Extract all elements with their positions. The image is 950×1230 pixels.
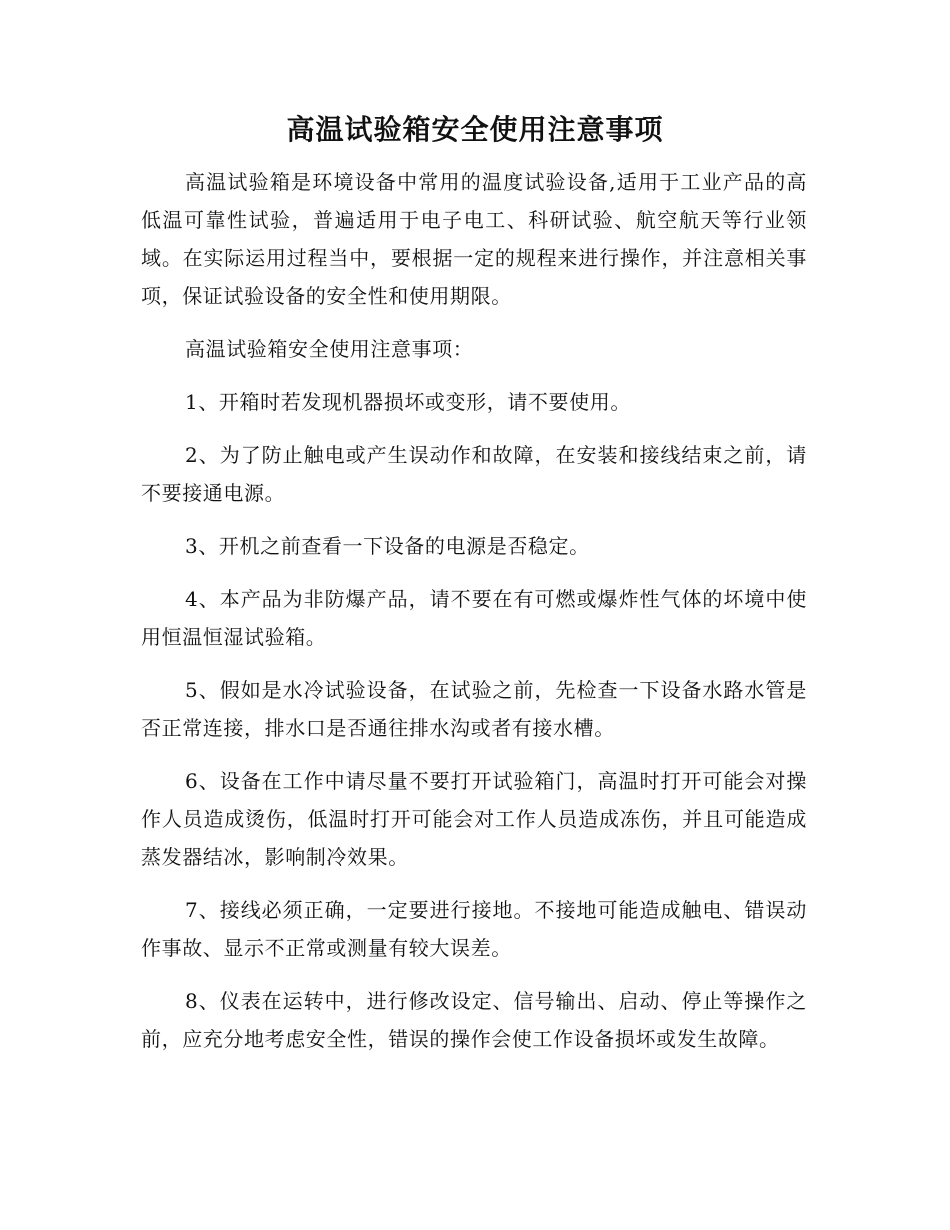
section-heading: 高温试验箱安全使用注意事项： — [185, 337, 474, 361]
notice-item-1: 1、开箱时若发现机器损坏或变形，请不要使用。 — [185, 390, 631, 414]
intro-paragraph: 高温试验箱是环境设备中常用的温度试验设备,适用于工业产品的高低温可靠性试验，普遍适用于电子电工、科研试验、航空航天等行业领域。在实际运用过程当中，要根据一定的规程来进行操作，并注意相关事项，保证试验设备的安全性和使用期限。 — [141, 170, 807, 308]
notice-item-3: 3、开机之前查看一下设备的电源是否稳定。 — [185, 534, 590, 558]
notice-item-2: 2、为了防止触电或产生误动作和故障，在安装和接线结束之前，请不要接通电源。 — [141, 443, 807, 505]
document-body — [141, 163, 807, 1073]
notice-item-5: 5、假如是水冷试验设备，在试验之前，先检查一下设备水路水管是否正常连接，排水口是否通往排水沟或者有接水槽。 — [141, 678, 807, 740]
notice-item-4: 4、本产品为非防爆产品，请不要在有可燃或爆炸性气体的坏境中使用恒温恒湿试验箱。 — [141, 587, 807, 649]
notice-item-6: 6、设备在工作中请尽量不要打开试验箱门，高温时打开可能会对操作人员造成烫伤，低温时打开可能会对工作人员造成冻伤，并且可能造成蒸发器结冰，影响制冷效果。 — [141, 769, 807, 869]
notice-item-7: 7、接线必须正确，一定要进行接地。不接地可能造成触电、错误动作事故、显示不正常或测量有较大误差。 — [141, 898, 807, 960]
notice-item-8: 8、仪表在运转中，进行修改设定、信号输出、启动、停止等操作之前，应充分地考虑安全性，错误的操作会使工作设备损坏或发生故障。 — [141, 989, 807, 1051]
document-title: 高温试验箱安全使用注意事项 — [286, 113, 664, 146]
